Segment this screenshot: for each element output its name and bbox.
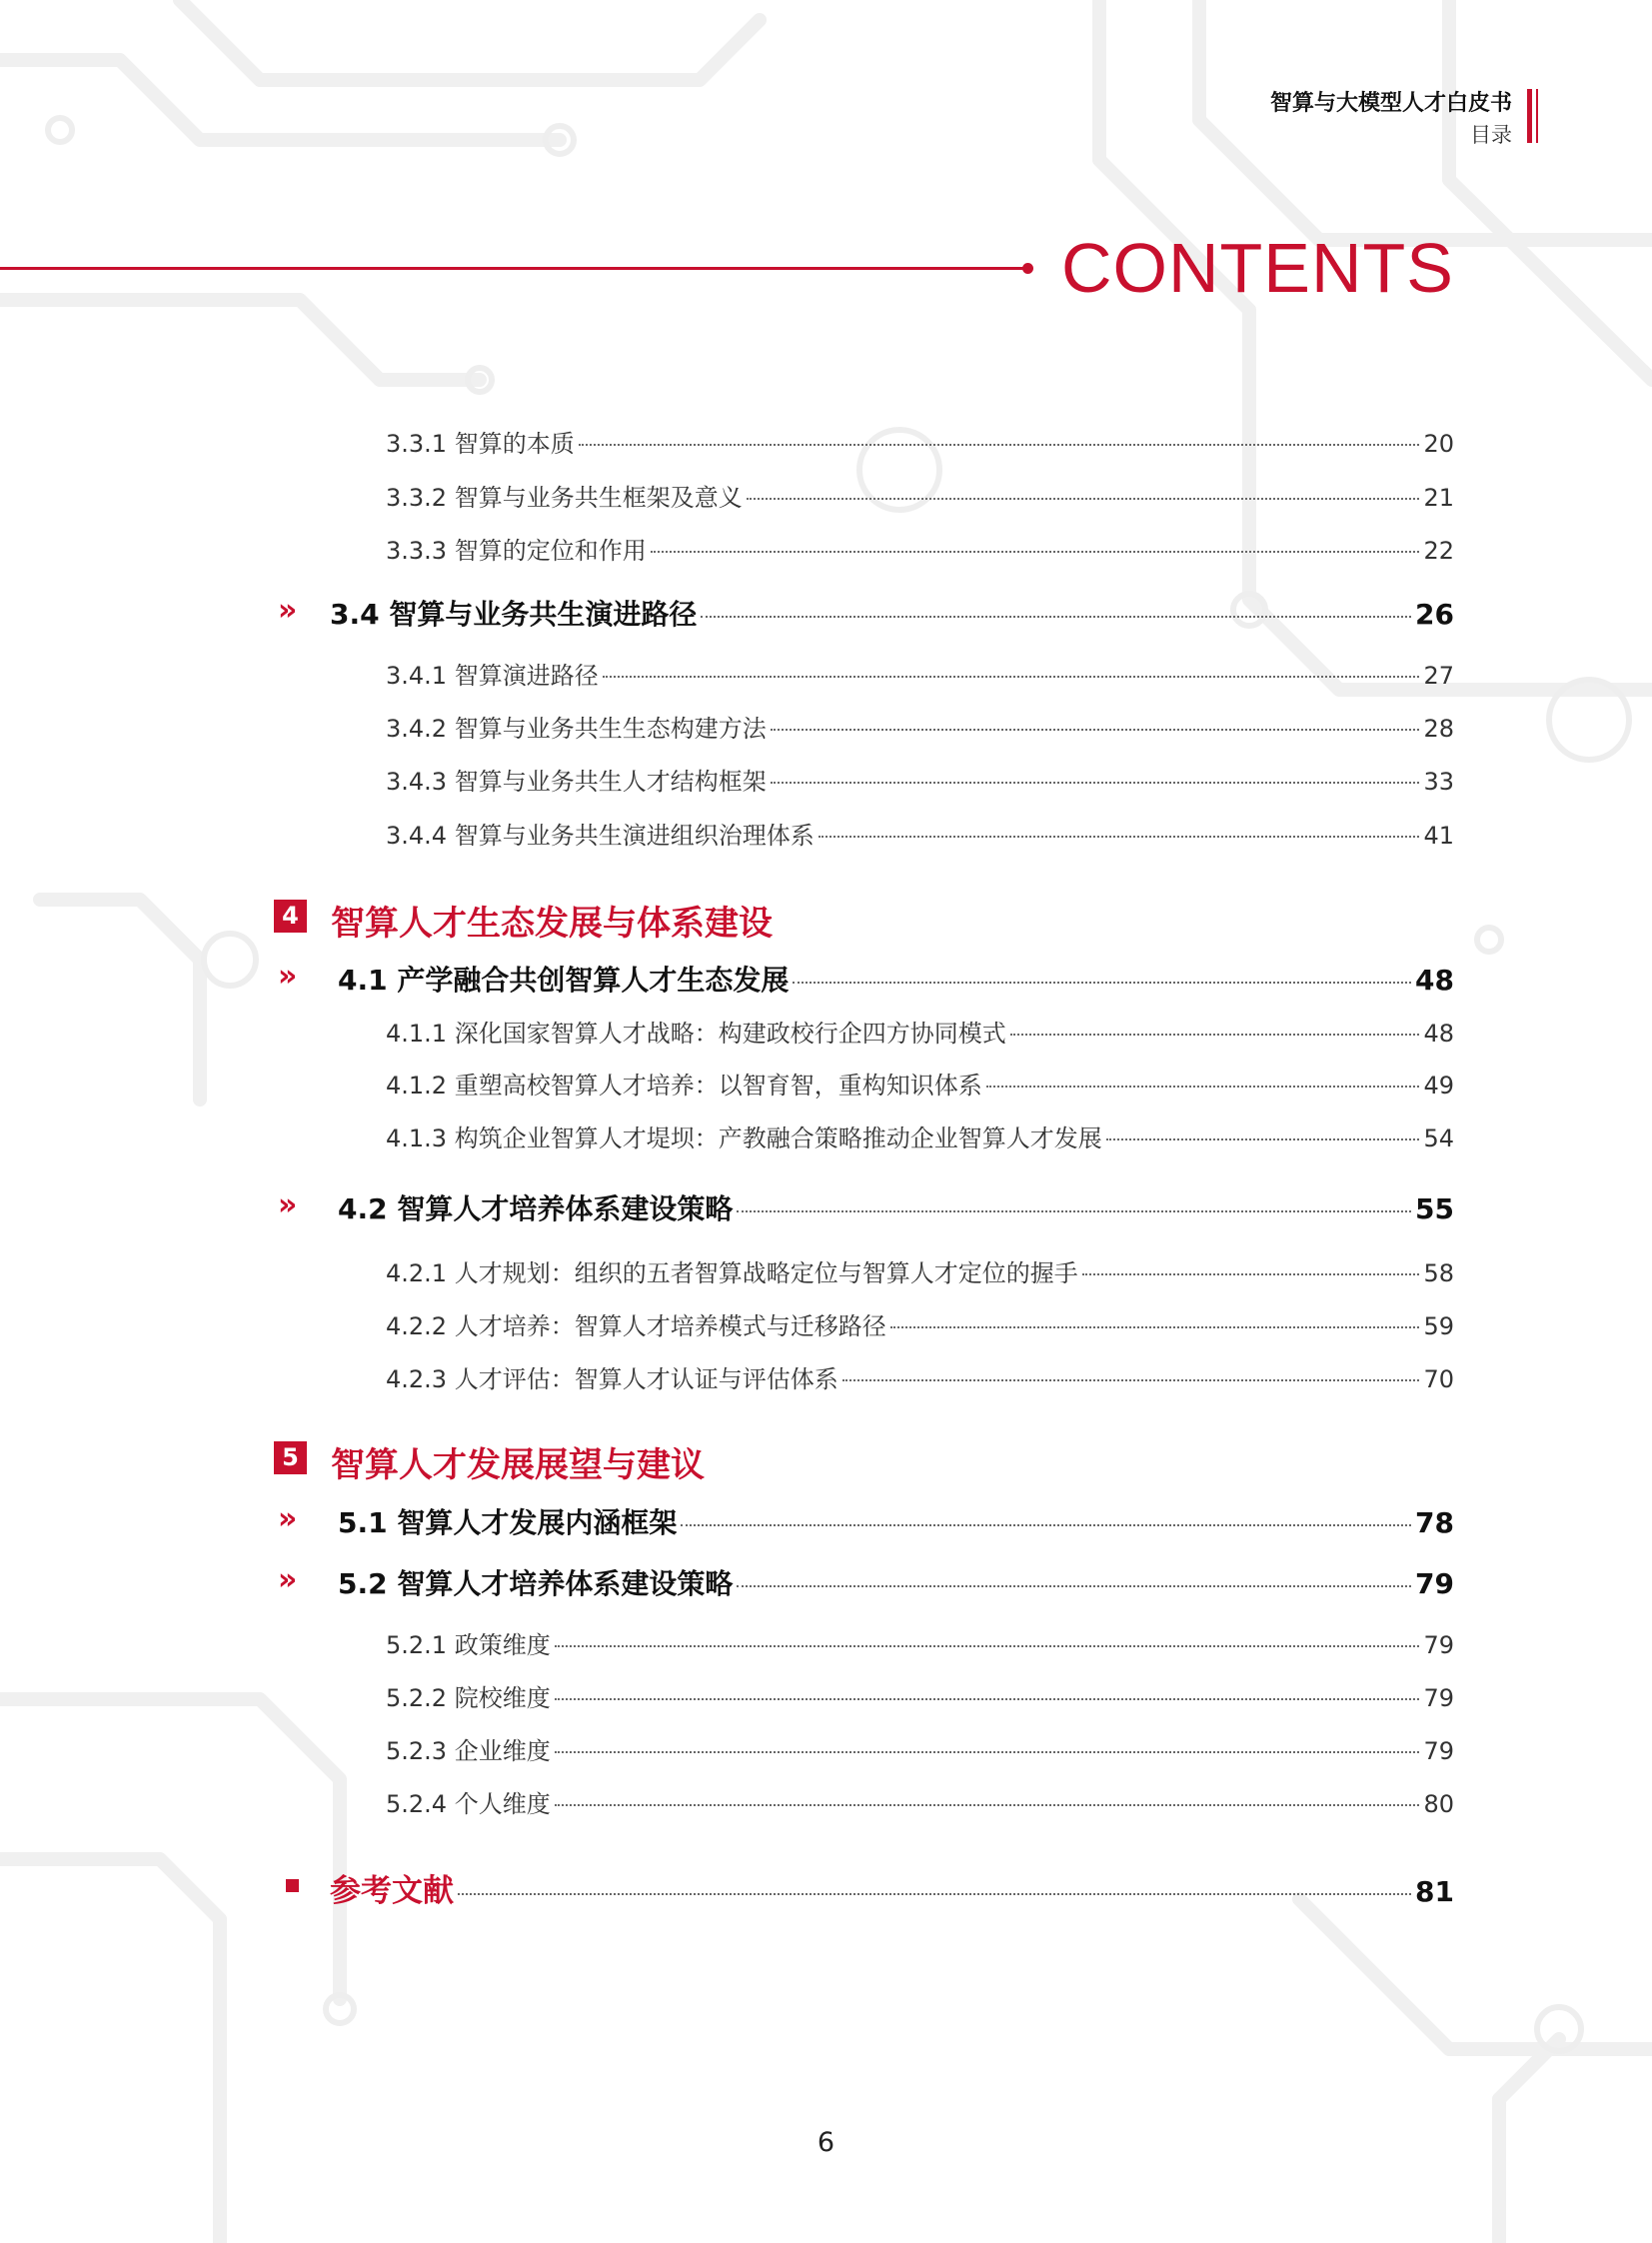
toc-page-number: 79 — [1423, 1631, 1454, 1659]
toc-references-row[interactable] — [330, 1865, 1454, 1910]
dot-leader — [771, 729, 1420, 731]
toc-entry-title: 3.4 智算与业务共生演进路径 — [330, 598, 698, 631]
toc-entry-title: 4.1.3 构筑企业智算人才堤坝：产教融合策略推动企业智算人才发展 — [386, 1124, 1102, 1152]
toc-page-number: 22 — [1423, 537, 1454, 565]
chevron-double-right-icon: » — [278, 1562, 298, 1597]
toc-subsection-row[interactable] — [386, 816, 1454, 851]
dot-leader — [681, 1524, 1411, 1526]
toc-subsection-row[interactable] — [386, 1066, 1454, 1101]
dot-leader — [747, 498, 1420, 500]
toc-entry-title: 4.1.1 深化国家智算人才战略：构建政校行企四方协同模式 — [386, 1020, 1006, 1048]
toc-entry-title: 3.4.4 智算与业务共生演进组织治理体系 — [386, 822, 815, 850]
contents-heading: CONTENTS — [1061, 229, 1454, 307]
dot-leader — [555, 1751, 1420, 1753]
toc-entry-title: 参考文献 — [330, 1873, 454, 1909]
toc-entry-title: 3.4.3 智算与业务共生人才结构框架 — [386, 768, 767, 796]
toc-subsection-row[interactable] — [386, 1014, 1454, 1049]
toc-page-number: 28 — [1423, 715, 1454, 743]
toc-page-number: 33 — [1423, 768, 1454, 796]
toc-entry-title: 4.1 产学融合共创智算人才生态发展 — [338, 964, 790, 997]
dot-leader — [793, 982, 1411, 984]
dot-leader — [737, 1585, 1411, 1587]
dot-leader — [771, 782, 1420, 784]
dot-leader — [1010, 1034, 1420, 1036]
chapter-number-badge: 5 — [274, 1441, 307, 1474]
toc-entry-title: 5.2 智算人才培养体系建设策略 — [338, 1567, 734, 1600]
toc-subsection-row[interactable] — [386, 1784, 1454, 1819]
toc-subsection-row[interactable] — [386, 762, 1454, 797]
toc-page-number: 59 — [1423, 1312, 1454, 1340]
section-label: 目录 — [1470, 123, 1512, 147]
toc-entry-title: 5.2.2 院校维度 — [386, 1684, 551, 1712]
toc-entry-title: 5.2.1 政策维度 — [386, 1631, 551, 1659]
square-bullet-icon — [286, 1879, 299, 1892]
toc-subsection-row[interactable] — [386, 1359, 1454, 1394]
toc-entry-title: 3.3.2 智算与业务共生框架及意义 — [386, 484, 743, 512]
toc-page-number: 20 — [1423, 430, 1454, 458]
toc-page-number: 79 — [1423, 1684, 1454, 1712]
dot-leader — [890, 1326, 1420, 1328]
dot-leader — [1106, 1138, 1420, 1140]
toc-section-row[interactable] — [338, 1187, 1454, 1227]
book-title: 智算与大模型人才白皮书 — [1269, 91, 1512, 116]
toc-entry-title: 4.2.1 人才规划：组织的五者智算战略定位与智算人才定位的握手 — [386, 1259, 1078, 1287]
toc-subsection-row[interactable] — [386, 656, 1454, 691]
toc-page-number: 26 — [1415, 598, 1454, 631]
toc-page-number: 27 — [1423, 662, 1454, 690]
dot-leader — [737, 1210, 1411, 1212]
toc-page-number: 48 — [1423, 1020, 1454, 1048]
toc-page-number: 79 — [1423, 1737, 1454, 1765]
toc-subsection-row[interactable] — [386, 1306, 1454, 1341]
chevron-double-right-icon: » — [278, 593, 298, 628]
dot-leader — [458, 1893, 1411, 1895]
toc-page-number: 81 — [1415, 1875, 1454, 1908]
toc-page-number: 80 — [1423, 1790, 1454, 1818]
dot-leader — [603, 676, 1420, 678]
toc-page-number: 48 — [1415, 964, 1454, 997]
toc-chapter-heading[interactable] — [331, 896, 1454, 945]
toc-entry-title: 3.4.1 智算演进路径 — [386, 662, 599, 690]
toc-subsection-row[interactable] — [386, 478, 1454, 513]
toc-entry-title: 4.2.3 人才评估：智算人才认证与评估体系 — [386, 1365, 838, 1393]
dot-leader — [651, 551, 1420, 553]
dot-leader — [555, 1645, 1420, 1647]
toc-chapter-title: 智算人才生态发展与体系建设 — [331, 904, 773, 944]
toc-section-row[interactable] — [338, 1501, 1454, 1541]
page-number: 6 — [817, 2127, 835, 2158]
chapter-number-badge: 4 — [274, 900, 307, 933]
dot-leader — [701, 616, 1411, 618]
dot-leader — [842, 1379, 1420, 1381]
toc-page-number: 78 — [1415, 1506, 1454, 1539]
chevron-double-right-icon: » — [278, 1501, 298, 1536]
toc-entry-title: 4.1.2 重塑高校智算人才培养：以智育智，重构知识体系 — [386, 1072, 982, 1100]
toc-entry-title: 3.3.3 智算的定位和作用 — [386, 537, 647, 565]
toc-subsection-row[interactable] — [386, 709, 1454, 744]
toc-subsection-row[interactable] — [386, 424, 1454, 459]
toc-entry-title: 4.2.2 人才培养：智算人才培养模式与迁移路径 — [386, 1312, 886, 1340]
toc-entry-title: 5.2.3 企业维度 — [386, 1737, 551, 1765]
dot-leader — [555, 1804, 1420, 1806]
chevron-double-right-icon: » — [278, 959, 298, 994]
toc-page-number: 21 — [1423, 484, 1454, 512]
toc-chapter-heading[interactable] — [331, 1437, 1454, 1486]
toc-page-number: 58 — [1423, 1259, 1454, 1287]
dot-leader — [819, 836, 1420, 838]
toc-entry-title: 3.3.1 智算的本质 — [386, 430, 575, 458]
toc-subsection-row[interactable] — [386, 1678, 1454, 1713]
toc-subsection-row[interactable] — [386, 1119, 1454, 1153]
toc-section-row[interactable] — [338, 1562, 1454, 1602]
toc-subsection-row[interactable] — [386, 1253, 1454, 1288]
toc-page-number: 70 — [1423, 1365, 1454, 1393]
toc-page-number: 54 — [1423, 1124, 1454, 1152]
toc-page-number: 41 — [1423, 822, 1454, 850]
toc-chapter-title: 智算人才发展展望与建议 — [331, 1445, 705, 1485]
toc-subsection-row[interactable] — [386, 1625, 1454, 1660]
toc-entry-title: 5.1 智算人才发展内涵框架 — [338, 1506, 678, 1539]
toc-section-row[interactable] — [330, 593, 1454, 633]
toc-entry-title: 4.2 智算人才培养体系建设策略 — [338, 1192, 734, 1225]
toc-page-number: 55 — [1415, 1192, 1454, 1225]
toc-section-row[interactable] — [338, 959, 1454, 999]
toc-page-number: 49 — [1423, 1072, 1454, 1100]
toc-subsection-row[interactable] — [386, 531, 1454, 566]
toc-page-number: 79 — [1415, 1567, 1454, 1600]
dot-leader — [986, 1086, 1420, 1088]
toc-entry-title: 5.2.4 个人维度 — [386, 1790, 551, 1818]
chevron-double-right-icon: » — [278, 1187, 298, 1222]
dot-leader — [579, 444, 1420, 446]
dot-leader — [1082, 1273, 1420, 1275]
dot-leader — [555, 1698, 1420, 1700]
toc-entry-title: 3.4.2 智算与业务共生生态构建方法 — [386, 715, 767, 743]
toc-subsection-row[interactable] — [386, 1731, 1454, 1766]
